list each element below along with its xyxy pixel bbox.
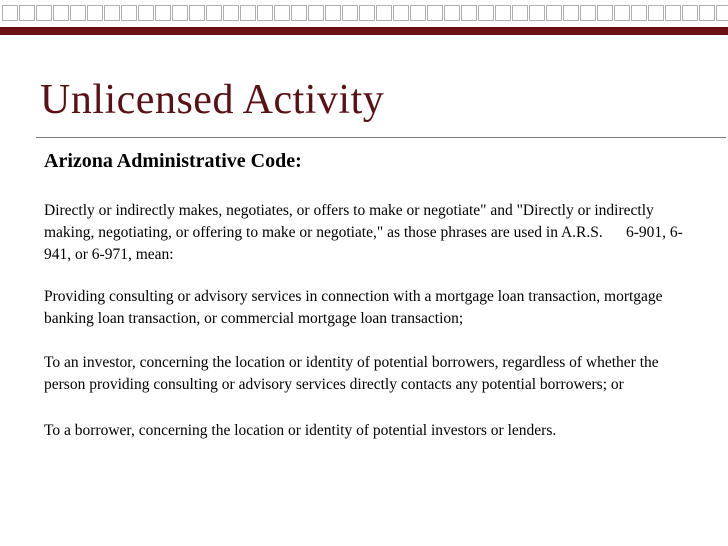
header-square [393, 5, 409, 21]
header-square [104, 5, 120, 21]
header-square [19, 5, 35, 21]
header-square [53, 5, 69, 21]
header-square [342, 5, 358, 21]
header-square [206, 5, 222, 21]
header-square [478, 5, 494, 21]
header-square [427, 5, 443, 21]
header-square [580, 5, 596, 21]
header-square [274, 5, 290, 21]
header-square [376, 5, 392, 21]
header-square [155, 5, 171, 21]
header-square [36, 5, 52, 21]
header-bar-highlight [0, 35, 728, 37]
header-square [597, 5, 613, 21]
header-squares [0, 5, 728, 24]
header-square [410, 5, 426, 21]
header-square [648, 5, 664, 21]
header-square [495, 5, 511, 21]
paragraph-borrower: To a borrower, concerning the location or identity of potential investors or lenders. [44, 422, 557, 439]
header-square [614, 5, 630, 21]
header-square [2, 5, 18, 21]
paragraph-investor: To an investor, concerning the location or identity of potential borrowers, regardless of whether the person providing consulting or advisory services directly contacts any potential borrowers; or [44, 354, 659, 393]
header-square [631, 5, 647, 21]
header-square [682, 5, 698, 21]
paragraph-definition: Directly or indirectly makes, negotiates, or offers to make or negotiate" and "Directly or indirectly making, negotiating, or offering to make or negotiate," as those phrases are used in A.R.S. 6-901, 6-941, or 6-971, mean: [44, 202, 683, 263]
slide-title: Unlicensed Activity [40, 77, 385, 123]
header-square [308, 5, 324, 21]
header-square [189, 5, 205, 21]
header-square [87, 5, 103, 21]
header-square [121, 5, 137, 21]
header-square [223, 5, 239, 21]
title-divider [36, 137, 726, 138]
header-square [70, 5, 86, 21]
paragraph-consulting: Providing consulting or advisory services in connection with a mortgage loan transaction, mortgage banking loan transaction, or commercial mortgage loan transaction; [44, 288, 663, 327]
header-square [665, 5, 681, 21]
header-square [563, 5, 579, 21]
header-square [546, 5, 562, 21]
header-square [716, 5, 728, 21]
header-square [461, 5, 477, 21]
header-square [291, 5, 307, 21]
header-bar [0, 27, 728, 35]
header-square [529, 5, 545, 21]
header-square [138, 5, 154, 21]
header-square [240, 5, 256, 21]
header-square [359, 5, 375, 21]
header-square [699, 5, 715, 21]
header-square [257, 5, 273, 21]
slide-subtitle: Arizona Administrative Code: [44, 150, 302, 172]
header-square [172, 5, 188, 21]
header-square [325, 5, 341, 21]
header-square [512, 5, 528, 21]
header-band [0, 0, 728, 40]
header-square [444, 5, 460, 21]
